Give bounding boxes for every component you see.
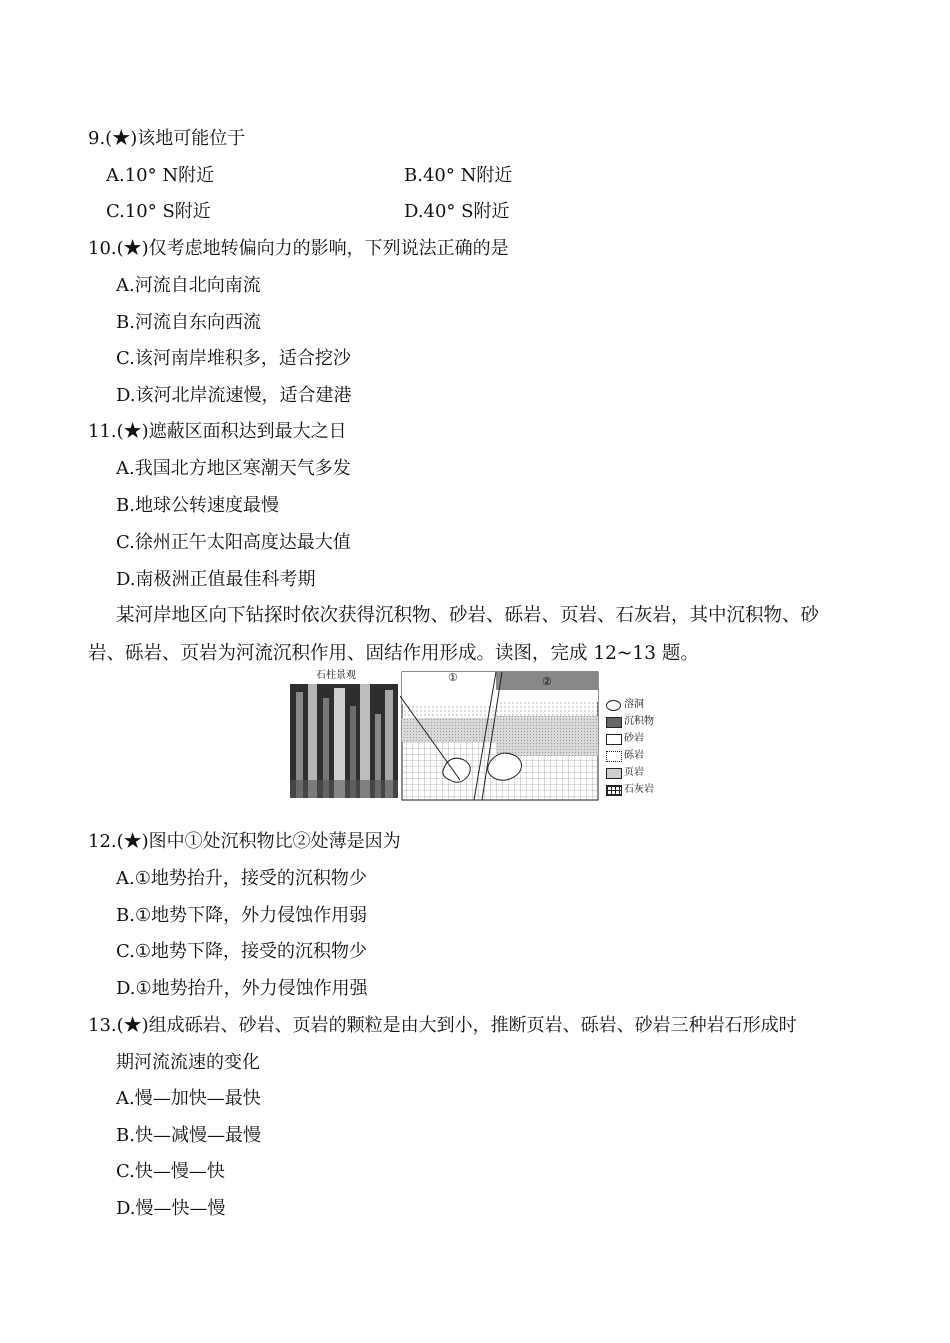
geology-figure xyxy=(290,670,665,802)
q12-option-d: D.①地势抬升，外力侵蚀作用强 xyxy=(116,978,368,999)
q13-option-b: B.快—减慢—最慢 xyxy=(116,1125,261,1146)
passage-line-1: 某河岸地区向下钻探时依次获得沉积物、砂岩、砾岩、页岩、石灰岩，其中沉积物、砂 xyxy=(116,605,820,626)
q11-stem: 11.(★)遮蔽区面积达到最大之日 xyxy=(88,421,347,442)
q11-option-d: D.南极洲正值最佳科考期 xyxy=(116,569,316,590)
conglomerate-swatch-icon xyxy=(606,751,622,762)
legend-item-sediment: 沉积物 xyxy=(606,715,666,732)
legend-item-conglomerate: 砾岩 xyxy=(606,749,666,766)
q10-option-c: C.该河南岸堆积多，适合挖沙 xyxy=(116,348,351,369)
zone-1-label: ① xyxy=(448,671,458,684)
q11-option-b: B.地球公转速度最慢 xyxy=(116,495,279,516)
zone-2-label: ② xyxy=(542,675,552,688)
q10-option-b: B.河流自东向西流 xyxy=(116,312,261,333)
q12-option-b: B.①地势下降，外力侵蚀作用弱 xyxy=(116,905,368,926)
q9-option-a: A.10° N附近 xyxy=(106,165,215,186)
q12-option-a: A.①地势抬升，接受的沉积物少 xyxy=(116,868,367,889)
q12-option-c: C.①地势下降，接受的沉积物少 xyxy=(116,941,367,962)
q10-option-d: D.该河北岸流速慢，适合建港 xyxy=(116,385,352,406)
q10-option-a: A.河流自北向南流 xyxy=(116,275,261,296)
q13-option-d: D.慢—快—慢 xyxy=(116,1198,226,1219)
q9-option-c: C.10° S附近 xyxy=(106,201,211,222)
q10-stem: 10.(★)仅考虑地转偏向力的影响，下列说法正确的是 xyxy=(88,238,509,259)
shale-swatch-icon xyxy=(606,768,622,779)
stone-pillar-photo xyxy=(290,684,398,798)
q13-stem-continued: 期河流流速的变化 xyxy=(116,1052,260,1073)
sediment-swatch-icon xyxy=(606,717,622,728)
q11-option-a: A.我国北方地区寒潮天气多发 xyxy=(116,458,351,479)
q13-option-a: A.慢—加快—最快 xyxy=(116,1088,261,1109)
q9-option-b: B.40° N附近 xyxy=(404,165,513,186)
q13-stem: 13.(★)组成砾岩、砂岩、页岩的颗粒是由大到小，推断页岩、砾岩、砂岩三种岩石形成时 xyxy=(88,1015,797,1036)
limestone-swatch-icon xyxy=(606,785,622,796)
q11-option-c: C.徐州正午太阳高度达最大值 xyxy=(116,532,351,553)
legend-item-shale: 页岩 xyxy=(606,766,666,783)
cave-swatch-icon xyxy=(606,700,621,711)
q13-option-c: C.快—慢—快 xyxy=(116,1161,225,1182)
q9-stem: 9.(★)该地可能位于 xyxy=(88,128,246,149)
legend-item-sandstone: 砂岩 xyxy=(606,732,666,749)
legend-item-limestone: 石灰岩 xyxy=(606,783,666,800)
figure-legend xyxy=(606,698,666,800)
passage-line-2: 岩、砾岩、页岩为河流沉积作用、固结作用形成。读图，完成 12~13 题。 xyxy=(88,643,699,664)
photo-caption: 石柱景观 xyxy=(316,670,356,681)
q12-stem: 12.(★)图中①处沉积物比②处薄是因为 xyxy=(88,831,401,852)
q9-option-d: D.40° S附近 xyxy=(404,201,510,222)
sandstone-swatch-icon xyxy=(606,734,622,745)
legend-item-cave: 溶洞 xyxy=(606,698,666,715)
